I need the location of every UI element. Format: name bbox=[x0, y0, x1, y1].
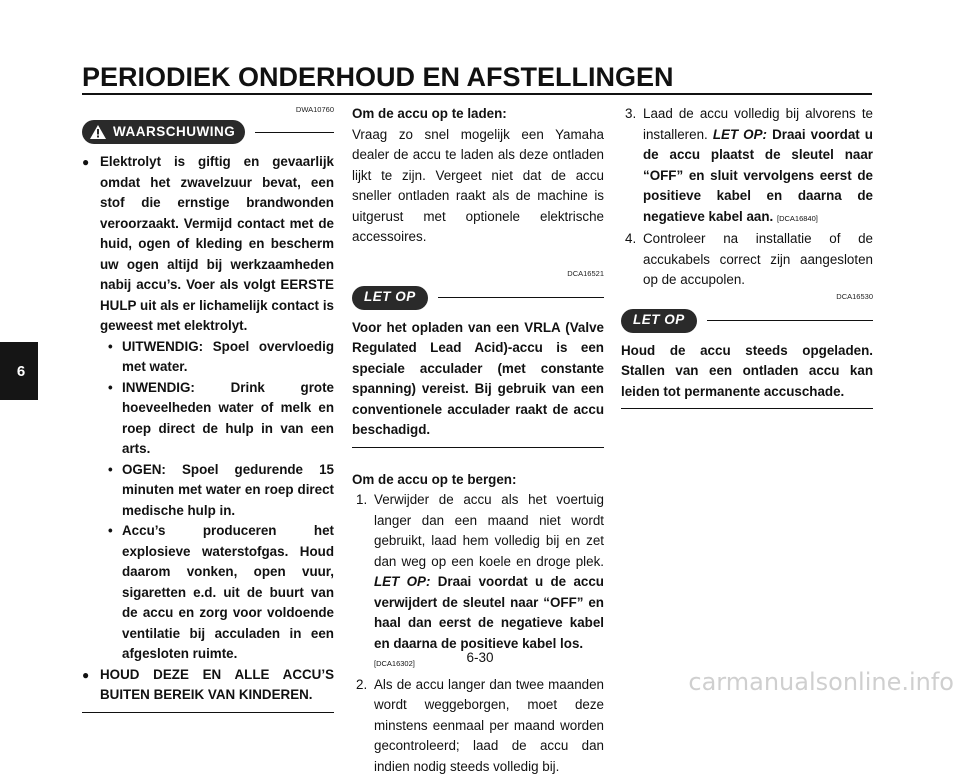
notice2-end-rule bbox=[621, 408, 873, 409]
first-aid-list bbox=[100, 337, 334, 665]
storage-step-1: 1. Verwijder de accu als het voertuig langer dan een maand niet wordt gebruikt, laad hem volledig bij en zet dan weg op een koele en droge plek. LET OP: Draai voordat u de accu verwijdert de sleutel naar “OFF” en haal dan eerst de negatieve kabel en daarna de positieve kabel los. [DCA16302] bbox=[352, 490, 604, 675]
notice2-badge: LET OP bbox=[621, 309, 697, 333]
warning-code: DWA10760 bbox=[82, 104, 334, 116]
storage-step-4: 4. Controleer na installatie of de accukabels correct zijn aangesloten op de accupolen. bbox=[621, 229, 873, 291]
storage-step-2: 2. Als de accu langer dan twee maanden wordt weggeborgen, moet deze minstens eenmaal per maand worden gecontroleerd; laad de accu dan indien nodig steeds volledig bij. bbox=[352, 675, 604, 777]
notice-header bbox=[352, 286, 604, 310]
warning-badge bbox=[82, 120, 245, 144]
page-number: 6-30 bbox=[460, 650, 500, 665]
notice2-text: Houd de accu steeds opgeladen. Stallen van een ontladen accu kan leiden tot permanente accuschade. bbox=[621, 341, 873, 403]
step3-letop: LET OP: bbox=[713, 127, 767, 142]
notice2-rule bbox=[707, 320, 873, 321]
page-title: PERIODIEK ONDERHOUD EN AFSTELLINGEN bbox=[82, 62, 674, 93]
notice-text: Voor het opladen van een VRLA (Valve Regulated Lead Acid)-accu is een speciale acculader (met constante spanning) vereist. Bij gebruik van een conventionele acculader raakt de accu beschadigd. bbox=[352, 318, 604, 441]
first-aid-eyes: • OGEN: Spoel gedurende 15 minuten met water en roep direct medische hulp in. bbox=[100, 460, 334, 522]
step3-ref: [DCA16840] bbox=[777, 214, 818, 223]
warning-list bbox=[82, 152, 334, 706]
warning-item-electrolyte: ● Elektrolyt is giftig en gevaarlijk omdat het zwavelzuur bevat, een stof die ernstige brandwonden veroorzaakt. Vermijd contact met de huid, ogen of kleding en bescherm uw ogen altijd bij werkzaamheden nabij accu’s. Voer als volgt EERSTE HULP uit als er lichamelijk contact is geweest met elektrolyt. • UITWENDIG: Spoel overvloedig met water. • INWENDIG: Drink grote hoeveelheden water of melk en roep direct de hulp in van een arts. • OGEN: Spoel gedurende 15 minuten met water en roep direct medische hulp in. • Accu’s produceren het explosieve waterstofgas. Houd daarom vonken, open vuur, sigaretten e.d. uit de buurt van de accu en zorg voor voldoende ventilatie bij acculaden in een afgesloten ruimte. bbox=[82, 152, 334, 665]
first-aid-external: • UITWENDIG: Spoel overvloedig met water. bbox=[100, 337, 334, 378]
first-aid-internal: • INWENDIG: Drink grote hoeveelheden water of melk en roep direct de hulp in van een arts. bbox=[100, 378, 334, 460]
charging-column bbox=[352, 104, 604, 777]
install-steps bbox=[621, 104, 873, 291]
notice2-header bbox=[621, 309, 873, 333]
hydrogen-gas-warning: • Accu’s produceren het explosieve waterstofgas. Houd daarom vonken, open vuur, sigaretten e.d. uit de buurt van de accu en zorg voor voldoende ventilatie bij acculaden in een afgesloten ruimte. bbox=[100, 521, 334, 665]
notice-badge: LET OP bbox=[352, 286, 428, 310]
chapter-tab: 6 bbox=[0, 342, 38, 400]
warning-label: WAARSCHUWING bbox=[113, 122, 235, 143]
notice-code: DCA16521 bbox=[352, 268, 604, 280]
warning-rule bbox=[255, 132, 334, 133]
title-rule bbox=[82, 93, 872, 95]
charge-text: Vraag zo snel mogelijk een Yamaha dealer de accu te laden als deze ontladen lijkt te zijn. Vergeet niet dat de accu sneller ontladen raakt als de machine is uitgerust met optionele elektrische accessoires. bbox=[352, 125, 604, 248]
store-heading: Om de accu op te bergen: bbox=[352, 470, 604, 491]
notice-rule bbox=[438, 297, 604, 298]
storage-steps bbox=[352, 490, 604, 777]
warning-column bbox=[82, 104, 334, 713]
notice-end-rule bbox=[352, 447, 604, 448]
install-column bbox=[621, 104, 873, 409]
charge-heading: Om de accu op te laden: bbox=[352, 104, 604, 125]
warning-item-children: ● HOUD DEZE EN ALLE ACCU’S BUITEN BEREIK VAN KINDEREN. bbox=[82, 665, 334, 706]
step1-ref: [DCA16302] bbox=[374, 654, 604, 675]
storage-step-3: 3. Laad de accu volledig bij alvorens te installeren. LET OP: Draai voordat u de accu plaatst de sleutel naar “OFF” en sluit vervolgens eerst de positieve kabel en daarna de negatieve kabel aan. [DCA16840] bbox=[621, 104, 873, 229]
step1-letop: LET OP: bbox=[374, 574, 430, 589]
watermark: carmanualsonline.info bbox=[688, 668, 954, 696]
notice2-code: DCA16530 bbox=[621, 291, 873, 303]
warning-end-rule bbox=[82, 712, 334, 713]
warning-header bbox=[82, 120, 334, 144]
warning-triangle-icon bbox=[90, 125, 106, 139]
